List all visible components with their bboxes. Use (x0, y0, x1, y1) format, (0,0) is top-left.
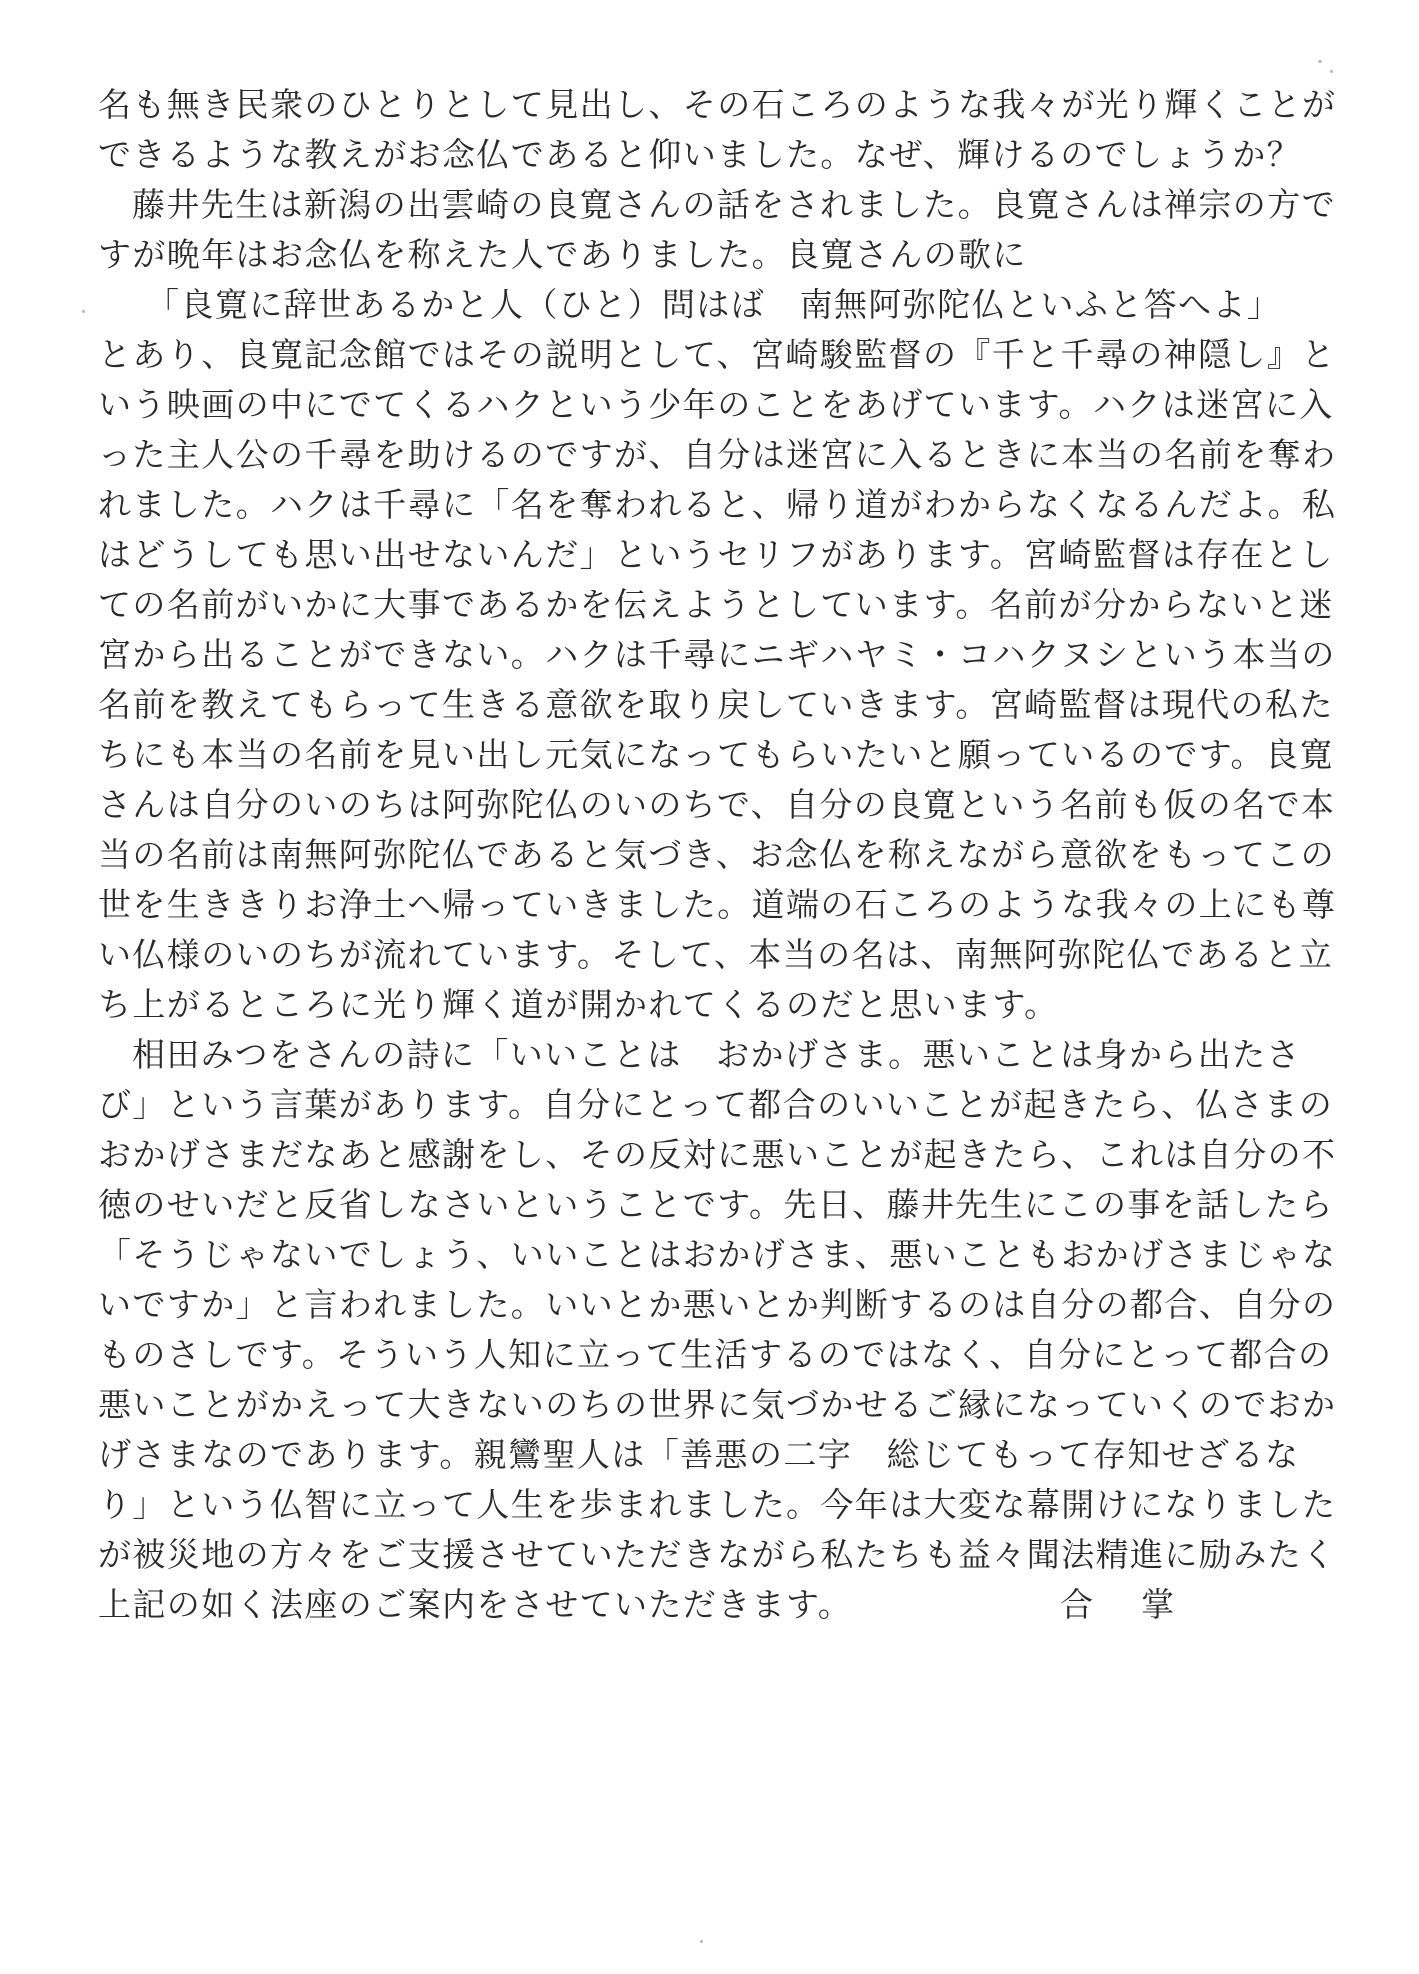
text-line: とあり、良寛記念館ではその説明として、宮崎駿監督の『千と千尋の神隠し』と (98, 335, 1336, 374)
paragraph-start-line: 藤井先生は新潟の出雲崎の良寛さんの話をされました。良寛さんは禅宗の方で (132, 185, 1336, 224)
text-line: ものさしです。そういう人知に立って生活するのではなく、自分にとって都合の (98, 1335, 1333, 1374)
text-line: さんは自分のいのちは阿弥陀仏のいのちで、自分の良寛という名前も仮の名で本 (98, 785, 1336, 824)
text-line: 名前を教えてもらって生きる意欲を取り戻していきます。宮崎監督は現代の私た (98, 685, 1334, 724)
scan-speck (1318, 60, 1322, 63)
text-line: び」という言葉があります。自分にとって都合のいいことが起きたら、仏さまの (98, 1085, 1334, 1124)
scan-speck (1330, 70, 1333, 73)
text-line: ての名前がいかに大事であるかを伝えようとしています。名前が分からないと迷 (98, 585, 1334, 624)
text-line: 悪いことがかえって大きないのちの世界に気づかせるご縁になっていくのでおか (98, 1385, 1337, 1424)
text-line: いう映画の中にでてくるハクという少年のことをあげています。ハクは迷宮に入 (98, 385, 1334, 424)
text-line: 当の名前は南無阿弥陀仏であると気づき、お念仏を称えながら意欲をもってこの (98, 835, 1336, 874)
scan-speck (700, 1940, 703, 1943)
text-line: 「そうじゃないでしょう、いいことはおかげさま、悪いこともおかげさまじゃな (98, 1235, 1337, 1274)
letter-body (98, 80, 1338, 1630)
text-line: い仏様のいのちが流れています。そして、本当の名は、南無阿弥陀仏であると立 (98, 935, 1334, 974)
text-line: 世を生ききりお浄土へ帰っていきました。道端の石ころのような我々の上にも尊 (98, 885, 1337, 924)
text-line: が被災地の方々をご支援させていただきながら私たちも益々聞法精進に励みたく (98, 1535, 1337, 1574)
text-line: ち上がるところに光り輝く道が開かれてくるのだと思います。 (98, 985, 1059, 1024)
text-line: 徳のせいだと反省しなさいということです。先日、藤井先生にこの事を話したら (98, 1185, 1334, 1224)
text-line: 宮から出ることができない。ハクは千尋にニギハヤミ・コハクヌシという本当の (98, 635, 1336, 674)
text-line: はどうしても思い出せないんだ」というセリフがあります。宮崎監督は存在とし (98, 535, 1334, 574)
text-line: できるような教えがお念仏であると仰いました。なぜ、輝けるのでしょうか？ (98, 135, 1302, 174)
text-line: 名も無き民衆のひとりとして見出し、その石ころのような我々が光り輝くことが (98, 85, 1337, 124)
text-line: いですか」と言われました。いいとか悪いとか判断するのは自分の都合、自分の (98, 1285, 1337, 1324)
closing-salutation: 合掌 (1060, 1585, 1223, 1624)
quoted-poem-line: 「良寛に辞世あるかと人（ひと）問はば 南無阿弥陀仏といふと答へよ」 (146, 285, 1282, 324)
closing-line (98, 1580, 1338, 1630)
text-line: げさまなのであります。親鸞聖人は「善悪の二字 総じてもって存知せざるな (98, 1435, 1300, 1474)
text-line: おかげさまだなあと感謝をし、その反対に悪いことが起きたら、これは自分の不 (98, 1135, 1337, 1174)
paragraph-start-line: 相田みつをさんの詩に「いいことは おかげさま。悪いことは身から出たさ (132, 1035, 1301, 1074)
scan-speck (82, 310, 85, 313)
text-line: ちにも本当の名前を見い出し元気になってもらいたいと願っているのです。良寛 (98, 735, 1334, 774)
text-line: 上記の如く法座のご案内をさせていただきます。 (98, 1585, 853, 1624)
text-line: すが晩年はお念仏を称えた人でありました。良寛さんの歌に (98, 235, 1027, 274)
text-line: った主人公の千尋を助けるのですが、自分は迷宮に入るときに本当の名前を奪わ (98, 435, 1337, 474)
text-line: り」という仏智に立って人生を歩まれました。今年は大変な幕開けになりました (98, 1485, 1337, 1524)
text-line: れました。ハクは千尋に「名を奪われると、帰り道がわからなくなるんだよ。私 (98, 485, 1337, 524)
